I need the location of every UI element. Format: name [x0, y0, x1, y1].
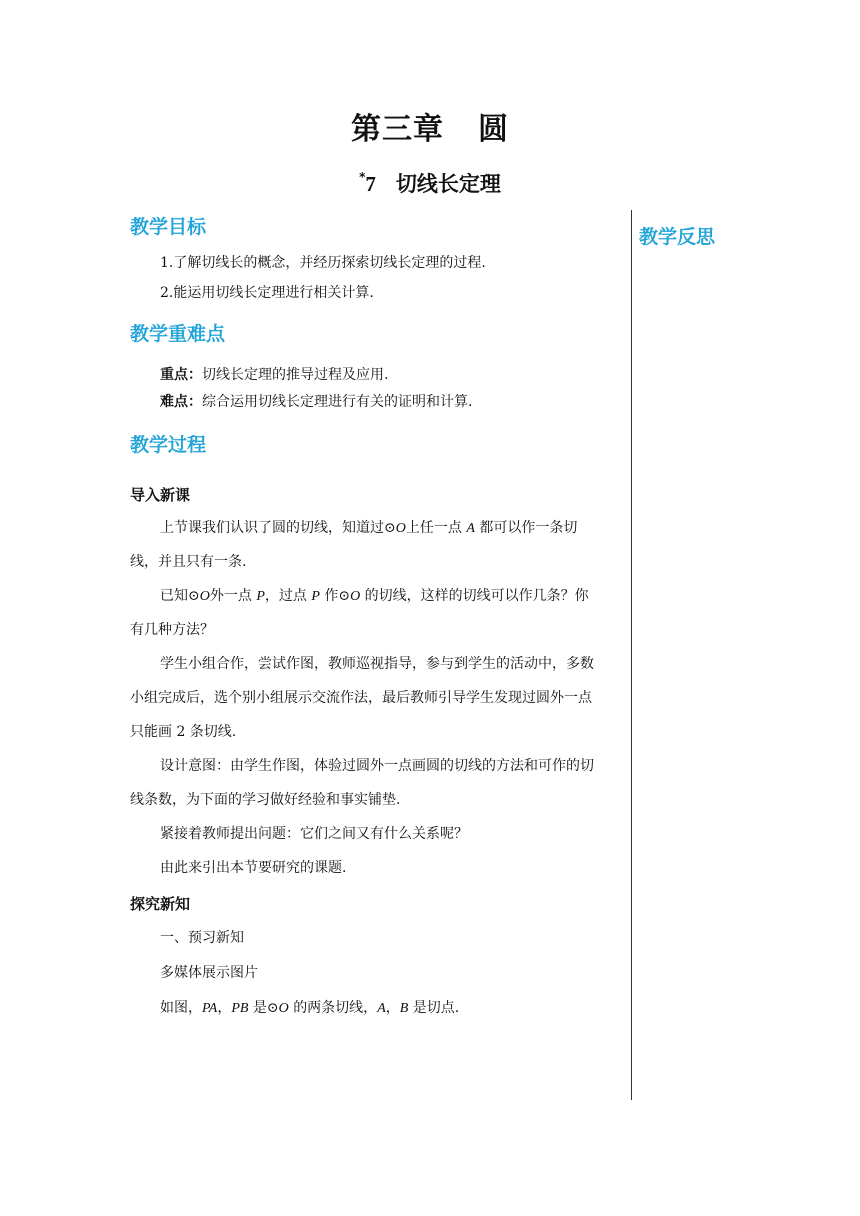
section-heading-process: 教学过程 — [130, 434, 207, 456]
objective-item: 2.能运用切线长定理进行相关计算. — [160, 285, 374, 301]
paragraph-line: 线，并且只有一条. — [130, 554, 247, 570]
section-heading-difficulty: 教学重难点 — [130, 323, 226, 345]
paragraph-line: 一、预习新知 — [160, 930, 244, 946]
paragraph-line: 设计意图：由学生作图，体验过圆外一点画圆的切线的方法和可作的切 — [160, 758, 594, 774]
section-heading-reflection: 教学反思 — [639, 226, 716, 248]
key-point — [160, 364, 388, 384]
optional-star: * — [359, 170, 366, 184]
paragraph-line: 由此来引出本节要研究的课题. — [160, 860, 347, 876]
paragraph-line: 已知⊙O外一点 P，过点 P 作⊙O 的切线，这样的切线可以作几条？你 — [160, 588, 589, 604]
subheading-explore: 探究新知 — [130, 895, 191, 913]
hard-point — [160, 391, 472, 411]
paragraph-line: 小组完成后，选个别小组展示交流作法，最后教师引导学生发现过圆外一点 — [130, 690, 592, 706]
paragraph-line: 紧接着教师提出问题：它们之间又有什么关系呢？ — [160, 826, 468, 842]
hard-point-text: 综合运用切线长定理进行有关的证明和计算. — [202, 394, 473, 410]
column-divider — [631, 210, 632, 1100]
paragraph-line: 上节课我们认识了圆的切线，知道过⊙O上任一点 A 都可以作一条切 — [160, 520, 578, 536]
paragraph-line: 多媒体展示图片 — [160, 965, 258, 981]
key-point-label: 重点： — [160, 367, 202, 383]
subheading-intro: 导入新课 — [130, 486, 191, 504]
paragraph-line: 学生小组合作，尝试作图，教师巡视指导，参与到学生的活动中，多数 — [160, 656, 594, 672]
paragraph-line: 只能画 2 条切线. — [130, 724, 237, 740]
paragraph-line: 线条数，为下面的学习做好经验和事实铺垫. — [130, 792, 401, 808]
lesson-number: 7 — [365, 172, 376, 196]
chapter-title — [0, 104, 860, 148]
chapter-name: 圆 — [478, 112, 509, 147]
key-point-text: 切线长定理的推导过程及应用. — [202, 367, 389, 383]
section-heading-objectives: 教学目标 — [130, 216, 207, 238]
hard-point-label: 难点： — [160, 394, 202, 410]
objective-item: 1.了解切线长的概念，并经历探索切线长定理的过程. — [160, 255, 486, 271]
paragraph-line: 有几种方法？ — [130, 622, 214, 638]
lesson-title — [0, 168, 860, 198]
chapter-label: 第三章 — [351, 112, 444, 147]
lesson-name: 切线长定理 — [395, 172, 501, 196]
paragraph-line: 如图，PA，PB 是⊙O 的两条切线，A，B 是切点. — [160, 1000, 460, 1016]
